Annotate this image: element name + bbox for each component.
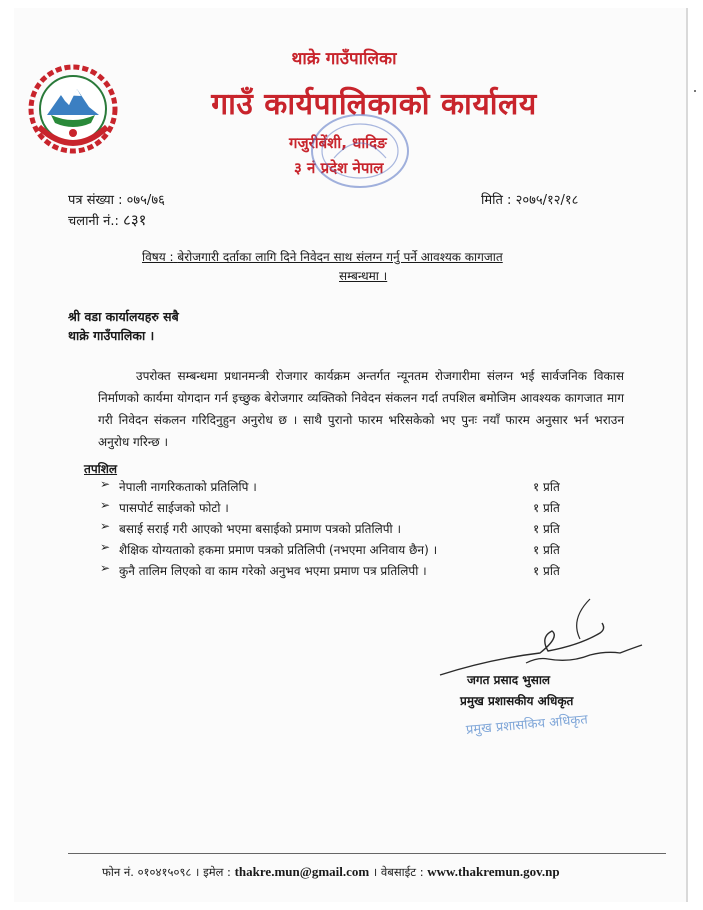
signatory-stamp: प्रमुख प्रशासकिय अधिकृत [465,712,589,738]
recipient-line-2: थाक्रे गाउँपालिका । [68,328,155,343]
list-item-copies: १ प्रति [533,543,560,557]
list-title: तपशिल [84,462,118,476]
list-item-text: पासपोर्ट साईजको फोटो । [119,501,229,515]
office-stamp-icon [304,108,416,194]
office-province: ३ नं प्रदेश नेपाल [294,159,384,177]
footer [102,864,560,880]
list-item-text: शैक्षिक योग्यताको हकमा प्रमाण पत्रको प्रतिलिपी (नभएमा अनिवाय छैन) । [119,543,438,557]
list-item [14,498,694,519]
list-item [14,561,694,582]
dispatch-number-value: ८३१ [123,211,147,229]
arrow-bullet-icon: ➢ [100,498,111,512]
list-item-copies: १ प्रति [533,480,560,494]
subject-text: बेरोजगारी दर्ताका लागि दिने निवेदन साथ संलग्न गर्नु पर्ने आवश्यक कागजात [177,250,503,264]
date-label: मिति : [481,193,512,208]
arrow-bullet-icon: ➢ [100,561,111,575]
list-item [14,519,694,540]
recipient-line-1: श्री वडा कार्यालयहरु सबै [68,309,179,324]
scan-speck [694,90,696,92]
municipality-name: थाक्रे गाउँपालिका [291,49,397,69]
arrow-bullet-icon: ➢ [100,477,111,491]
arrow-bullet-icon: ➢ [100,540,111,554]
letter-number [68,190,165,208]
list-item-text: बसाई सराई गरी आएको भएमा बसाईको प्रमाण पत्रको प्रतिलिपी । [119,522,401,536]
list-item-copies: १ प्रति [533,501,560,515]
required-documents-list [14,477,694,582]
footer-email-label: इमेल : [203,865,231,879]
list-item-text: कुनै तालिम लिएको वा काम गरेको अनुभव भएमा प्रमाण पत्र प्रतिलिपी । [119,564,427,578]
footer-divider [68,853,666,854]
letter-date [481,190,578,208]
list-item [14,477,694,498]
subject-label: विषय : [142,250,174,264]
dispatch-number [68,210,146,230]
office-name: गाउँ कार्यपालिकाको कार्यालय [211,87,537,122]
date-value: २०७५/१२/१८ [515,193,579,208]
body-paragraph: उपरोक्त सम्बन्धमा प्रधानमन्त्री रोजगार कार्यक्रम अन्तर्गत न्यूनतम रोजगारीमा संलग्न भई सार्वजनिक विकास निर्माणको कार्यमा योगदान गर्न इच्छुक बेरोजगार व्यक्तिको निवेदन संकलन गर्दा तपशिल बमोजिम आवश्यक कागजात माग गरी निवेदन संकलन गरिदिनुहुन अनुरोध छ । साथै पुरानो फारम भरिसकेको भए पुनः नयाँ फारम अनुसार भर्न भराउन अनुरोध गरिन्छ । [98,369,624,449]
signatory-name: जगत प्रसाद भुसाल [467,673,551,687]
arrow-bullet-icon: ➢ [100,519,111,533]
footer-website: www.thakremun.gov.np [427,864,560,879]
list-item-text: नेपाली नागरिकताको प्रतिलिपि । [119,480,257,494]
list-item-copies: १ प्रति [533,522,560,536]
footer-website-label: । वेबसाईट : [372,865,424,879]
list-item-copies: १ प्रति [533,564,560,578]
list-item [14,540,694,561]
letter-page [14,8,688,902]
letter-number-label: पत्र संख्या : [68,193,123,208]
office-address: गजुरीबेंशी, धादिङ [289,134,387,152]
letter-number-value: ०७५/७६ [126,193,165,208]
footer-email: thakre.mun@gmail.com [234,864,370,879]
dispatch-number-label: चलानी नं.: [68,214,119,229]
signatory-title: प्रमुख प्रशासकीय अधिकृत [460,694,574,708]
footer-phone-label: फोन नं. [102,865,134,879]
footer-phone: ०१०४१५०९८ । [137,865,200,879]
subject-continuation: सम्बन्धमा । [339,269,388,283]
subject-line [142,248,503,265]
